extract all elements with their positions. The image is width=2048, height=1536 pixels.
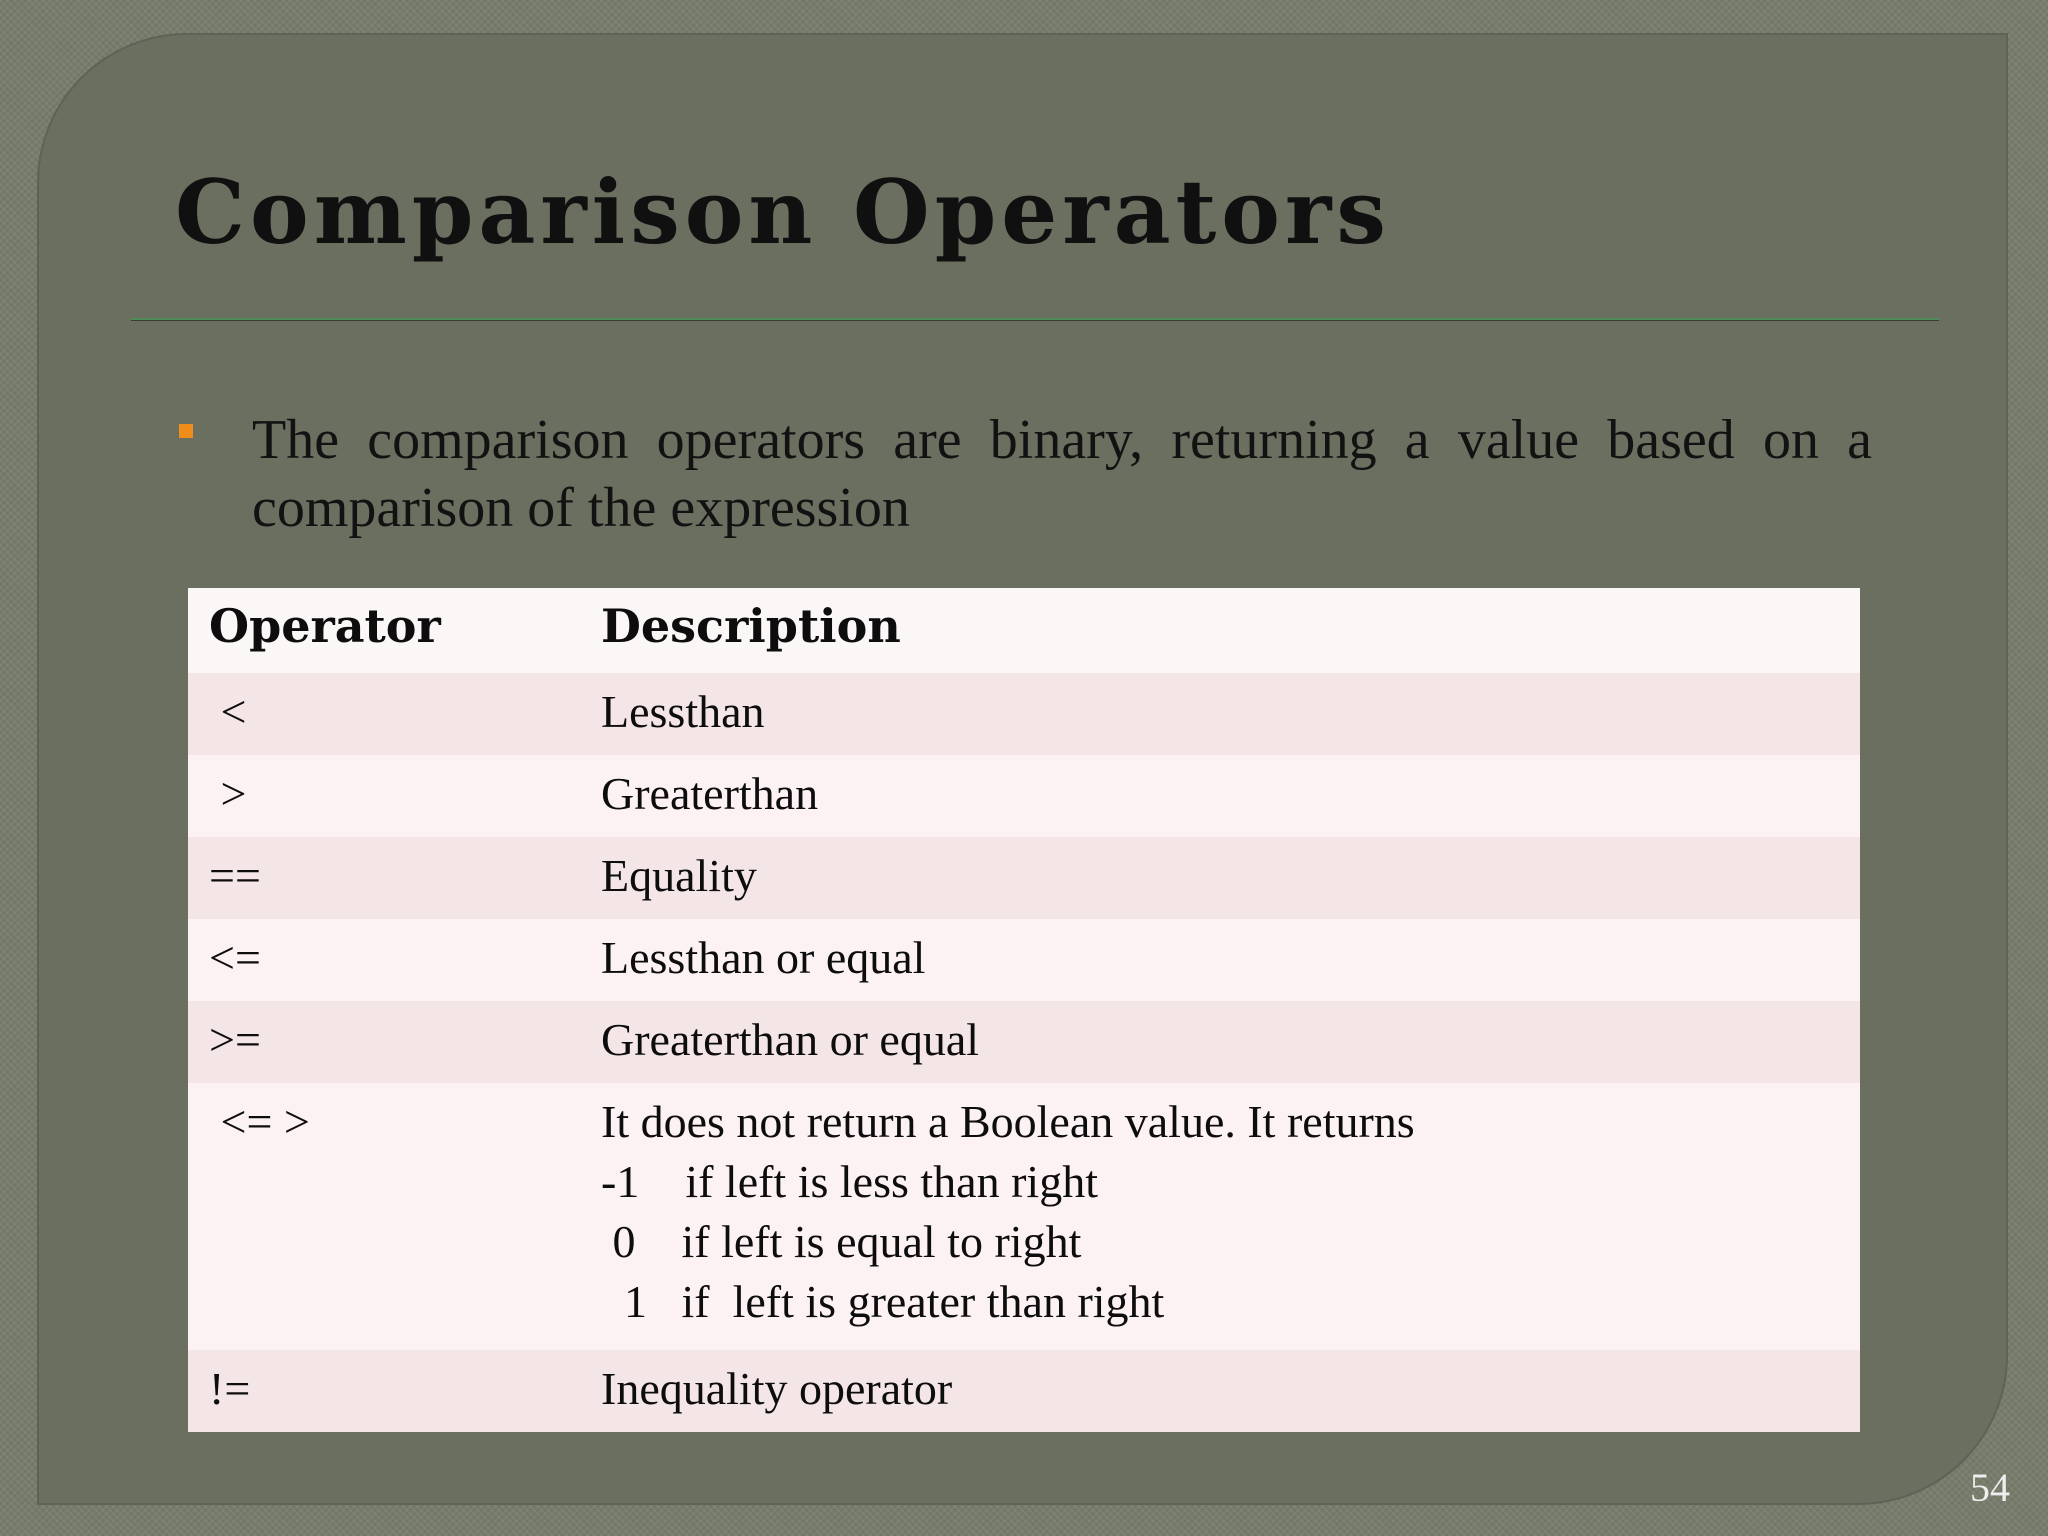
description-line: 1 if left is greater than right [601,1276,1165,1327]
description-line: It does not return a Boolean value. It returns [601,1096,1415,1147]
operator-cell: != [209,1363,251,1414]
description-line: Lessthan [601,686,765,737]
description-cell [580,673,1860,755]
description-line: Equality [601,850,757,901]
table-row [188,919,1860,1001]
table-row [188,673,1860,755]
table-header-row [188,588,1860,673]
description-line: Inequality operator [601,1363,953,1414]
description-line: Greaterthan [601,768,819,819]
operator-table [188,588,1860,1432]
bullet-text: The comparison operators are binary, returning a value based on a comparison of the expression [252,409,1872,539]
slide-title: Comparison Operators [175,160,1391,264]
description-cell [580,837,1860,919]
description-cell [580,755,1860,837]
operator-cell: <= [209,932,261,983]
table-row [188,837,1860,919]
description-cell [580,1001,1860,1083]
description-cell [580,1083,1860,1350]
description-line: Greaterthan or equal [601,1014,980,1065]
table-row [188,1001,1860,1083]
description-line: 0 if left is equal to right [601,1216,1082,1267]
page-number: 54 [1970,1465,2010,1510]
operator-cell: <= > [209,1096,310,1147]
table-row [188,755,1860,837]
operator-cell: >= [209,1014,261,1065]
operator-cell: > [209,768,247,819]
header-description: Description [601,599,901,653]
square-bullet-icon [179,424,193,438]
table-row [188,1350,1860,1432]
title-divider [131,318,1939,321]
operator-cell: == [209,850,261,901]
header-operator: Operator [209,599,441,653]
table-row [188,1083,1860,1350]
description-line: Lessthan or equal [601,932,926,983]
description-cell [580,1350,1860,1432]
operator-cell: < [209,686,247,737]
description-cell [580,919,1860,1001]
description-line: -1 if left is less than right [601,1156,1098,1207]
